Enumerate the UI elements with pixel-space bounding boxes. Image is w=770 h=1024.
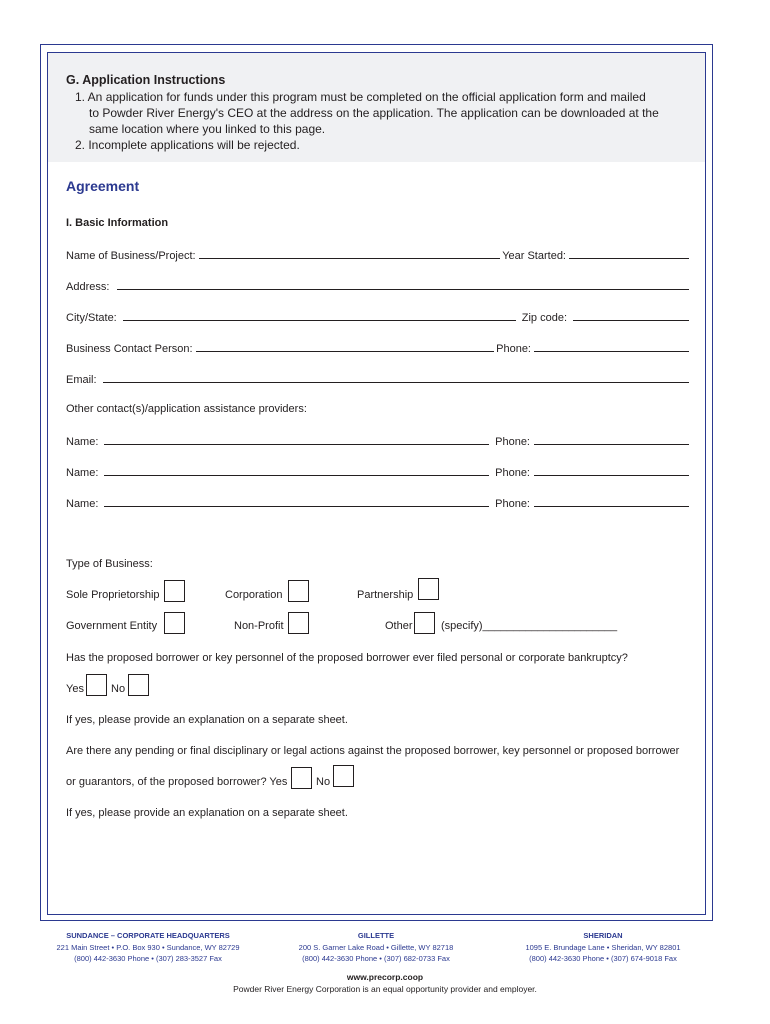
phone-field[interactable] — [534, 505, 689, 507]
phone-field[interactable] — [534, 443, 689, 445]
contact-person-field[interactable] — [196, 350, 495, 352]
instruction-line: 2. Incomplete applications will be rejected. — [75, 138, 300, 152]
partnership-label: Partnership — [357, 589, 414, 601]
footer-website-link[interactable]: www.precorp.coop — [346, 972, 424, 982]
bankruptcy-no-checkbox[interactable] — [128, 674, 149, 696]
other-contact-row — [66, 494, 689, 510]
phone-label: Phone: — [495, 498, 530, 510]
name-label: Name: — [66, 436, 99, 448]
footer-sundance-phone: (800) 442-3630 Phone • (307) 283-3527 Fax — [74, 954, 222, 963]
email-label: Email: — [66, 374, 97, 386]
legal-actions-question: Are there any pending or final disciplinary or legal actions against the proposed borrower, key personnel or proposed borrower — [66, 745, 680, 757]
business-name-label: Name of Business/Project: — [66, 250, 196, 262]
instruction-line: same location where you linked to this page. — [89, 122, 326, 136]
bankruptcy-question: Has the proposed borrower or key personnel of the proposed borrower ever filed personal or corporate bankruptcy? — [66, 652, 628, 664]
bankruptcy-yes-checkbox[interactable] — [86, 674, 107, 696]
footer-gillette — [286, 930, 466, 965]
phone-label: Phone: — [495, 467, 530, 479]
non-profit-label: Non-Profit — [234, 620, 284, 632]
footer-sheridan-title: SHERIDAN — [583, 931, 623, 940]
footer-equal-opportunity: Powder River Energy Corporation is an equal opportunity provider and employer. — [233, 984, 537, 994]
other-specify-field[interactable]: (specify)______________________ — [441, 620, 618, 632]
instructions-title: G. Application Instructions — [66, 73, 226, 87]
phone-field[interactable] — [534, 350, 689, 352]
city-state-label: City/State: — [66, 312, 117, 324]
footer-sheridan-phone: (800) 442-3630 Phone • (307) 674-9018 Fax — [529, 954, 677, 963]
contact-person-row — [66, 339, 689, 355]
year-started-label: Year Started: — [502, 250, 566, 262]
footer-gillette-title: GILLETTE — [357, 931, 395, 940]
other-checkbox[interactable] — [414, 612, 435, 634]
business-name-row — [66, 246, 689, 262]
legal-yes-checkbox[interactable] — [291, 767, 312, 789]
other-contact-row — [66, 432, 689, 448]
footer-sundance-address: 221 Main Street • P.O. Box 930 • Sundance, WY 82729 — [56, 942, 240, 952]
footer-gillette-address: 200 S. Garner Lake Road • Gillette, WY 82718 — [298, 942, 454, 952]
email-row — [66, 370, 689, 386]
name-label: Name: — [66, 467, 99, 479]
basic-information-heading: I. Basic Information — [66, 217, 169, 229]
footer-sundance — [44, 930, 252, 965]
legal-actions-question-cont: or guarantors, of the proposed borrower? Yes — [66, 776, 288, 788]
footer-sheridan-address: 1095 E. Brundage Lane • Sheridan, WY 82801 — [525, 942, 681, 952]
agreement-heading: Agreement — [66, 178, 140, 194]
zip-code-label: Zip code: — [521, 312, 567, 324]
other-contact-row — [66, 463, 689, 479]
email-field[interactable] — [103, 381, 689, 383]
corporation-checkbox[interactable] — [288, 580, 309, 602]
name-label: Name: — [66, 498, 99, 510]
partnership-checkbox[interactable] — [418, 578, 439, 600]
legal-no-checkbox[interactable] — [333, 765, 354, 787]
zip-code-field[interactable] — [573, 319, 689, 321]
phone-field[interactable] — [534, 474, 689, 476]
business-type-label: Type of Business: — [66, 558, 153, 570]
address-field[interactable] — [117, 288, 689, 290]
other-label: Other — [385, 620, 413, 632]
footer-gillette-phone: (800) 442-3630 Phone • (307) 682-0733 Fax — [302, 954, 450, 963]
phone-label: Phone: — [496, 343, 531, 355]
business-name-field[interactable] — [199, 257, 501, 259]
legal-no-label: No — [316, 776, 331, 788]
government-entity-checkbox[interactable] — [164, 612, 185, 634]
bankruptcy-yes-label: Yes — [66, 683, 84, 695]
footer-sheridan — [512, 930, 694, 965]
other-contacts-label: Other contact(s)/application assistance providers: — [66, 403, 307, 415]
city-state-field[interactable] — [123, 319, 516, 321]
corporation-label: Corporation — [225, 589, 283, 601]
phone-label: Phone: — [495, 436, 530, 448]
name-field[interactable] — [104, 474, 489, 476]
name-field[interactable] — [104, 505, 489, 507]
address-label: Address: — [66, 281, 110, 293]
government-entity-label: Government Entity — [66, 620, 158, 632]
instruction-line: 1. An application for funds under this program must be completed on the official application form and mailed — [75, 90, 646, 104]
year-started-field[interactable] — [569, 257, 689, 259]
instruction-line: to Powder River Energy's CEO at the address on the application. The application can be downloaded at the — [89, 106, 659, 120]
address-row — [66, 277, 689, 293]
sole-proprietorship-label: Sole Proprietorship — [66, 589, 160, 601]
non-profit-checkbox[interactable] — [288, 612, 309, 634]
explanation-note: If yes, please provide an explanation on a separate sheet. — [66, 807, 348, 819]
name-field[interactable] — [104, 443, 489, 445]
sole-proprietorship-checkbox[interactable] — [164, 580, 185, 602]
city-state-row — [66, 308, 689, 324]
footer-sundance-title: SUNDANCE – CORPORATE HEADQUARTERS — [66, 931, 230, 940]
bankruptcy-no-label: No — [111, 683, 126, 695]
explanation-note: If yes, please provide an explanation on a separate sheet. — [66, 714, 348, 726]
contact-person-label: Business Contact Person: — [66, 343, 193, 355]
